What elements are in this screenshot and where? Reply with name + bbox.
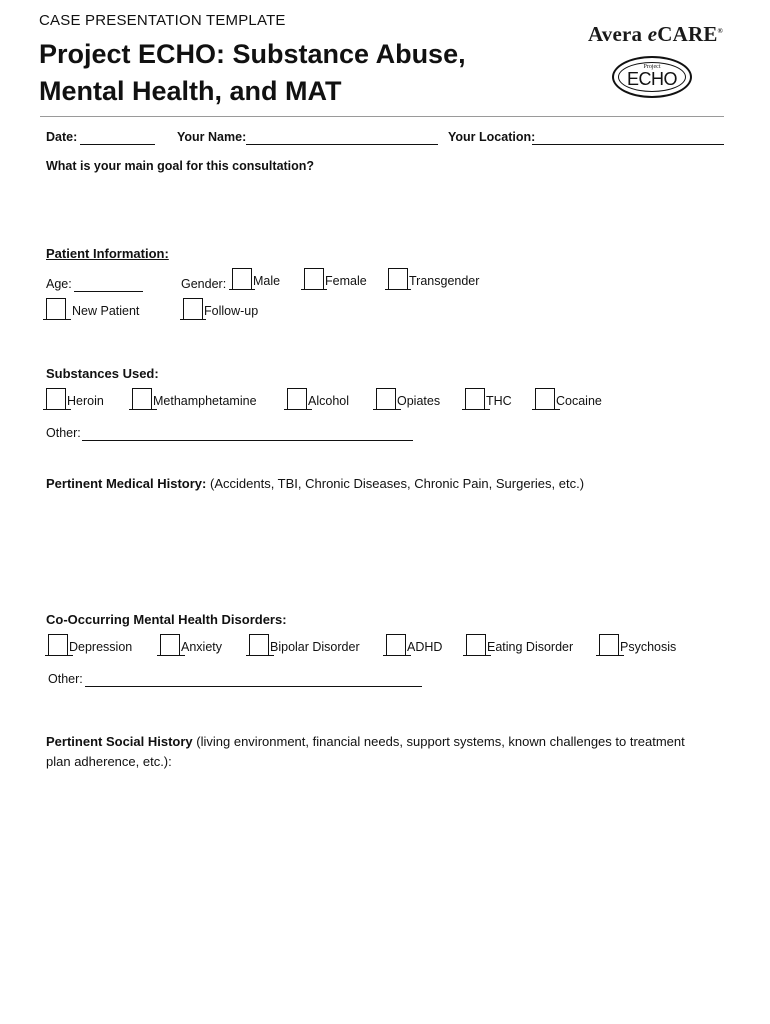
gender-transgender-label: Transgender — [409, 274, 480, 288]
checkbox-box[interactable] — [287, 388, 307, 409]
checkbox-underline — [385, 289, 411, 290]
social-history-answer-area[interactable] — [46, 778, 724, 1008]
substances-used-heading: Substances Used: — [46, 366, 159, 381]
social-history-heading: Pertinent Social History — [46, 734, 193, 749]
checkbox-underline — [284, 409, 312, 410]
checkbox-box[interactable] — [160, 634, 180, 655]
social-history-prompt — [46, 732, 685, 752]
disorder-eating-label: Eating Disorder — [487, 640, 574, 654]
checkbox-underline — [246, 655, 274, 656]
age-label: Age: — [46, 277, 72, 291]
checkbox-underline — [45, 655, 73, 656]
checkbox-underline — [373, 409, 401, 410]
checkbox-box[interactable] — [232, 268, 252, 289]
gender-transgender-checkbox[interactable] — [385, 268, 479, 289]
template-eyebrow: CASE PRESENTATION TEMPLATE — [39, 12, 286, 29]
checkbox-underline — [43, 319, 71, 320]
your-name-field[interactable] — [246, 144, 438, 145]
date-field[interactable] — [80, 144, 155, 145]
disorder-eating-checkbox[interactable] — [463, 634, 573, 655]
social-history-note-line2: plan adherence, etc.): — [46, 754, 172, 769]
checkbox-underline — [463, 655, 491, 656]
checkbox-underline — [43, 409, 71, 410]
date-label: Date: — [46, 130, 78, 144]
social-history-note-line1: (living environment, financial needs, support systems, known challenges to treatment — [196, 734, 685, 749]
substance-cocaine-checkbox[interactable] — [532, 388, 602, 409]
disorder-depression-label: Depression — [69, 640, 133, 654]
medical-history-heading: Pertinent Medical History: — [46, 476, 207, 491]
disorder-anxiety-label: Anxiety — [181, 640, 222, 654]
your-location-label: Your Location: — [448, 130, 536, 144]
substance-opiates-checkbox[interactable] — [373, 388, 440, 409]
medical-history-answer-area[interactable] — [46, 496, 724, 601]
echo-logo-small-text: Project — [643, 64, 661, 70]
substance-heroin-checkbox[interactable] — [43, 388, 104, 409]
new-patient-label: New Patient — [72, 304, 140, 318]
substance-alcohol-checkbox[interactable] — [284, 388, 349, 409]
echo-logo-wordmark: ECHO — [626, 69, 677, 89]
disorder-adhd-checkbox[interactable] — [383, 634, 442, 655]
header-divider — [40, 116, 724, 117]
checkbox-box[interactable] — [249, 634, 269, 655]
checkbox-box[interactable] — [304, 268, 324, 289]
disorder-psychosis-checkbox[interactable] — [596, 634, 676, 655]
checkbox-underline — [180, 319, 206, 320]
substance-heroin-label: Heroin — [67, 394, 104, 408]
logo-reg-mark: ® — [717, 27, 723, 35]
disorder-bipolar-checkbox[interactable] — [246, 634, 360, 655]
goal-question: What is your main goal for this consultation? — [46, 159, 315, 173]
gender-label: Gender: — [181, 277, 227, 291]
substance-thc-label: THC — [486, 394, 512, 408]
disorders-other-field[interactable] — [85, 686, 422, 687]
substances-other-field[interactable] — [82, 440, 413, 441]
checkbox-underline — [301, 289, 327, 290]
checkbox-box[interactable] — [48, 634, 68, 655]
disorder-psychosis-label: Psychosis — [620, 640, 677, 654]
logo-brand-e: e — [647, 22, 658, 46]
disorder-bipolar-label: Bipolar Disorder — [270, 640, 360, 654]
checkbox-box[interactable] — [183, 298, 203, 319]
avera-ecare-logo — [588, 22, 723, 47]
checkbox-box[interactable] — [599, 634, 619, 655]
co-occurring-heading: Co-Occurring Mental Health Disorders: — [46, 612, 287, 627]
substance-thc-checkbox[interactable] — [462, 388, 512, 409]
page-title-line2: Mental Health, and MAT — [39, 76, 342, 106]
checkbox-underline — [532, 409, 560, 410]
checkbox-box[interactable] — [465, 388, 485, 409]
checkbox-underline — [383, 655, 411, 656]
checkbox-underline — [462, 409, 490, 410]
checkbox-box[interactable] — [46, 298, 66, 319]
checkbox-underline — [229, 289, 255, 290]
disorder-adhd-label: ADHD — [407, 640, 443, 654]
logo-brand-right: CARE — [657, 22, 718, 46]
substance-methamphetamine-checkbox[interactable] — [129, 388, 257, 409]
substance-alcohol-label: Alcohol — [308, 394, 349, 408]
disorders-other-label: Other: — [48, 672, 83, 686]
project-echo-logo — [612, 56, 692, 98]
disorder-anxiety-checkbox[interactable] — [157, 634, 222, 655]
your-location-field[interactable] — [532, 144, 724, 145]
checkbox-underline — [157, 655, 185, 656]
age-field[interactable] — [74, 291, 143, 292]
checkbox-box[interactable] — [535, 388, 555, 409]
logo-brand-left: Avera — [588, 22, 648, 46]
checkbox-box[interactable] — [46, 388, 66, 409]
page-title-line1: Project ECHO: Substance Abuse, — [39, 39, 466, 69]
disorder-depression-checkbox[interactable] — [45, 634, 132, 655]
checkbox-underline — [129, 409, 157, 410]
gender-female-checkbox[interactable] — [301, 268, 367, 289]
checkbox-box[interactable] — [388, 268, 408, 289]
substance-opiates-label: Opiates — [397, 394, 441, 408]
checkbox-box[interactable] — [466, 634, 486, 655]
checkbox-box[interactable] — [132, 388, 152, 409]
goal-answer-area[interactable] — [46, 178, 724, 238]
patient-information-heading: Patient Information: — [46, 246, 169, 261]
gender-male-label: Male — [253, 274, 281, 288]
checkbox-box[interactable] — [376, 388, 396, 409]
medical-history-note: (Accidents, TBI, Chronic Diseases, Chronic Pain, Surgeries, etc.) — [210, 476, 585, 491]
substance-methamphetamine-label: Methamphetamine — [153, 394, 257, 408]
medical-history-prompt — [46, 476, 584, 491]
your-name-label: Your Name: — [177, 130, 247, 144]
new-patient-checkbox[interactable] — [43, 298, 139, 319]
substances-other-label: Other: — [46, 426, 81, 440]
gender-male-checkbox[interactable] — [229, 268, 280, 289]
checkbox-box[interactable] — [386, 634, 406, 655]
gender-female-label: Female — [325, 274, 367, 288]
substance-cocaine-label: Cocaine — [556, 394, 602, 408]
checkbox-underline — [596, 655, 624, 656]
follow-up-checkbox[interactable] — [180, 298, 258, 319]
follow-up-label: Follow-up — [204, 304, 259, 318]
